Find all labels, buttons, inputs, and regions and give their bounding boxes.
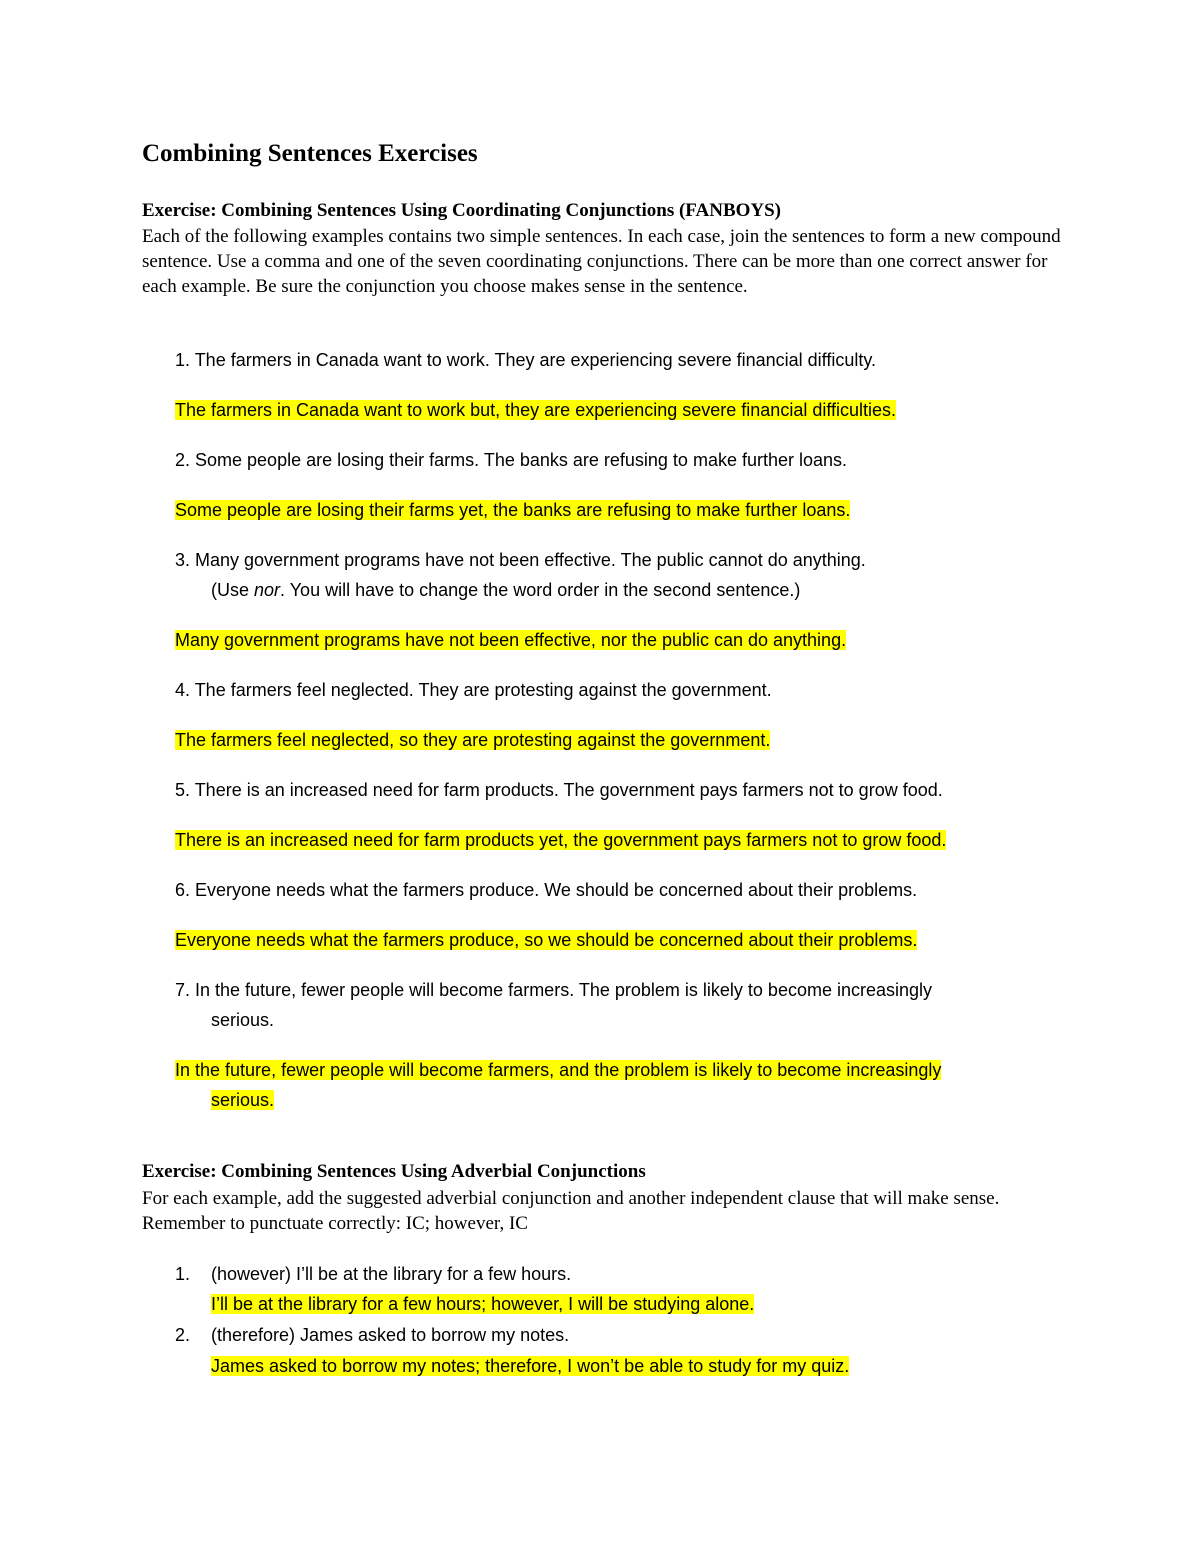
exercise2-heading: Exercise: Combining Sentences Using Adverbial Conjunctions (142, 1161, 646, 1182)
answer-highlight: Some people are losing their farms yet, the banks are refusing to make further loans. (175, 500, 851, 520)
exercise1-answer-4 (175, 729, 770, 751)
exercise1-question-3: 3. Many government programs have not been effective. The public cannot do anything. (175, 550, 866, 570)
exercise1-question-4: 4. The farmers feel neglected. They are protesting against the government. (175, 680, 772, 700)
answer-highlight: The farmers in Canada want to work but, they are experiencing severe financial difficulties. (175, 400, 897, 420)
exercise1-question-7-cont: serious. (211, 1010, 275, 1030)
exercise1-question-3-note (211, 579, 800, 601)
answer-highlight: James asked to borrow my notes; therefore, I won’t be able to study for my quiz. (211, 1356, 850, 1376)
answer-highlight: I’ll be at the library for a few hours; however, I will be studying alone. (211, 1294, 755, 1314)
exercise2-question-1: (however) I’ll be at the library for a few hours. (211, 1264, 572, 1284)
page-title: Combining Sentences Exercises (142, 140, 478, 167)
exercise1-question-5: 5. There is an increased need for farm products. The government pays farmers not to grow food. (175, 780, 943, 800)
exercise1-answer-7 (175, 1059, 941, 1081)
exercise1-answer-2 (175, 499, 850, 521)
answer-highlight: The farmers feel neglected, so they are protesting against the government. (175, 730, 771, 750)
exercise1-question-7: 7. In the future, fewer people will become farmers. The problem is likely to become increasingly (175, 980, 933, 1000)
answer-highlight: serious. (211, 1090, 275, 1110)
note-word: nor (254, 580, 281, 600)
answer-highlight: In the future, fewer people will become farmers, and the problem is likely to become increasingly (175, 1060, 942, 1080)
answer-highlight: Everyone needs what the farmers produce, so we should be concerned about their problems. (175, 930, 918, 950)
note-open: (Use (211, 580, 255, 600)
exercise2-instructions: For each example, add the suggested adverbial conjunction and another independent clause that will make sense. Remember to punctuate correctly: IC; however, IC (142, 1188, 1000, 1234)
exercise2-question-2: (therefore) James asked to borrow my notes. (211, 1325, 570, 1345)
exercise2-number-2: 2. (175, 1325, 191, 1345)
answer-highlight: There is an increased need for farm products yet, the government pays farmers not to grow food. (175, 830, 947, 850)
note-rest: . You will have to change the word order in the second sentence.) (280, 580, 801, 600)
exercise1-answer-1 (175, 399, 896, 421)
exercise1-question-1: 1. The farmers in Canada want to work. They are experiencing severe financial difficulty. (175, 350, 877, 370)
exercise1-question-2: 2. Some people are losing their farms. The banks are refusing to make further loans. (175, 450, 848, 470)
exercise2-number-1: 1. (175, 1264, 191, 1284)
exercise1-answer-6 (175, 929, 917, 951)
exercise1-heading: Exercise: Combining Sentences Using Coordinating Conjunctions (FANBOYS) (142, 200, 782, 221)
exercise2-answer-1 (211, 1293, 754, 1315)
exercise1-answer-3 (175, 629, 846, 651)
exercise1-answer-5 (175, 829, 946, 851)
answer-highlight: Many government programs have not been effective, nor the public can do anything. (175, 630, 847, 650)
exercise2-answer-2 (211, 1355, 849, 1377)
exercise1-answer-7-cont (211, 1089, 274, 1111)
exercise1-question-6: 6. Everyone needs what the farmers produce. We should be concerned about their problems. (175, 880, 918, 900)
exercise1-instructions: Each of the following examples contains two simple sentences. In each case, join the sentences to form a new compound sentence. Use a comma and one of the seven coordinating conjunctions. There can be more than one correct answer for each example. Be sure the conjunction you choose makes sense in the sentence. (142, 226, 1061, 297)
